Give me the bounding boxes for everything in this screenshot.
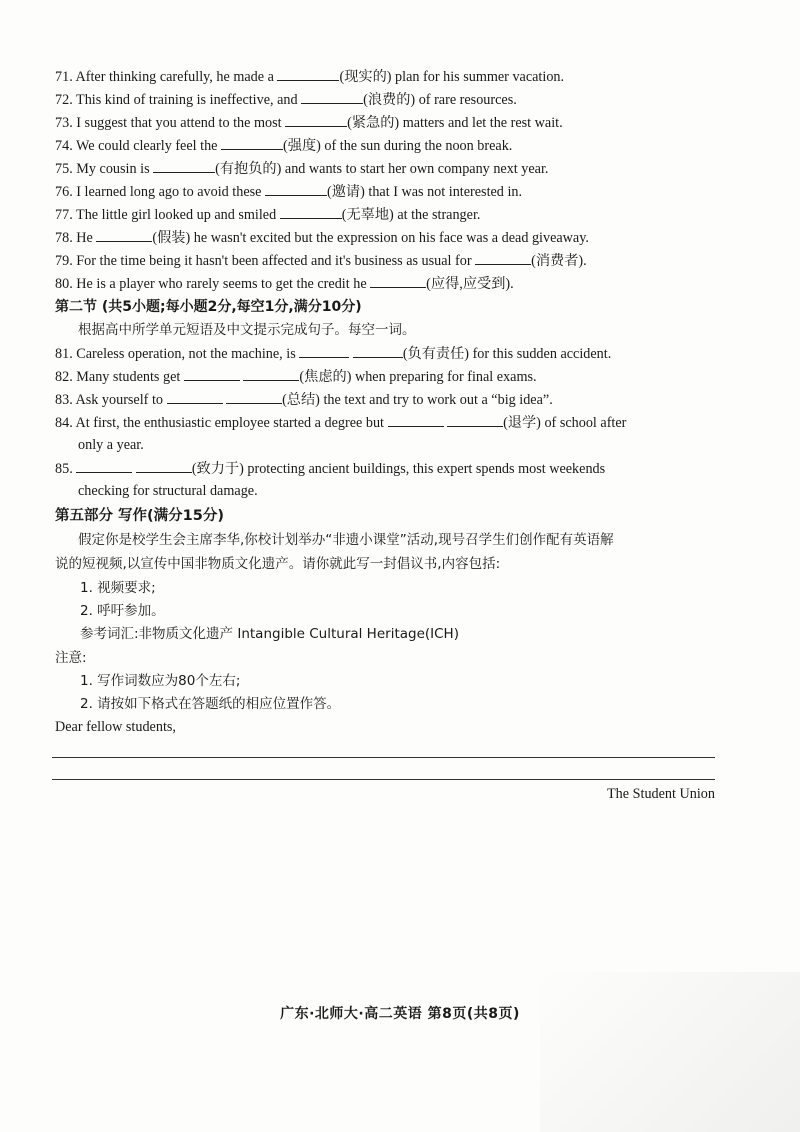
question-72: 72. This kind of training is ineffective, and (浪费的) of rare resources.	[55, 89, 720, 110]
question-76: 76. I learned long ago to avoid these (邀请) that I was not interested in.	[55, 181, 720, 202]
answer-blank[interactable]	[221, 135, 283, 150]
answer-blank[interactable]	[96, 227, 152, 242]
answer-blank[interactable]	[243, 366, 299, 381]
answer-blank[interactable]	[280, 204, 342, 219]
question-84-continued: only a year.	[78, 437, 144, 453]
note-1: 1. 写作词数应为80个左右;	[80, 673, 241, 689]
question-80: 80. He is a player who rarely seems to get the credit he (应得,应受到).	[55, 273, 720, 294]
prompt-line-2: 说的短视频,以宣传中国非物质文化遗产。请你就此写一封倡议书,内容包括:	[55, 556, 501, 572]
question-71: 71. After thinking carefully, he made a (现实的) plan for his summer vacation.	[55, 66, 720, 87]
letter-signature: The Student Union	[607, 786, 715, 802]
question-82: 82. Many students get (焦虑的) when preparing for final exams.	[55, 366, 720, 387]
answer-blank[interactable]	[136, 458, 192, 473]
answer-blank[interactable]	[353, 343, 403, 358]
scan-shadow	[540, 972, 800, 1132]
answer-blank[interactable]	[447, 412, 503, 427]
writing-line[interactable]	[52, 757, 715, 758]
answer-blank[interactable]	[167, 389, 223, 404]
content-point-2: 2. 呼吁参加。	[80, 603, 165, 619]
answer-blank[interactable]	[76, 458, 132, 473]
question-75: 75. My cousin is (有抱负的) and wants to start her own company next year.	[55, 158, 720, 179]
question-85: 85. (致力于) protecting ancient buildings, this expert spends most weekends	[55, 458, 720, 479]
answer-blank[interactable]	[265, 181, 327, 196]
content-point-1: 1. 视频要求;	[80, 580, 156, 596]
question-77: 77. The little girl looked up and smiled (无辜地) at the stranger.	[55, 204, 720, 225]
answer-blank[interactable]	[153, 158, 215, 173]
answer-blank[interactable]	[388, 412, 444, 427]
part5-heading: 第五部分 写作(满分15分)	[55, 508, 224, 524]
answer-blank[interactable]	[370, 273, 426, 288]
answer-blank[interactable]	[301, 89, 363, 104]
notes-title: 注意:	[55, 650, 87, 666]
answer-blank[interactable]	[285, 112, 347, 127]
reference-vocabulary: 参考词汇:非物质文化遗产 Intangible Cultural Heritage(ICH)	[80, 626, 459, 642]
writing-line[interactable]	[52, 779, 715, 780]
page-footer: 广东·北师大·高二英语 第8页(共8页)	[280, 1006, 520, 1022]
question-79: 79. For the time being it hasn't been affected and it's business as usual for (消费者).	[55, 250, 720, 271]
question-81: 81. Careless operation, not the machine, is (负有责任) for this sudden accident.	[55, 343, 720, 364]
question-74: 74. We could clearly feel the (强度) of the sun during the noon break.	[55, 135, 720, 156]
letter-greeting: Dear fellow students,	[55, 719, 176, 735]
answer-blank[interactable]	[226, 389, 282, 404]
answer-blank[interactable]	[299, 343, 349, 358]
answer-blank[interactable]	[475, 250, 531, 265]
question-83: 83. Ask yourself to (总结) the text and try to work out a “big idea”.	[55, 389, 720, 410]
answer-blank[interactable]	[184, 366, 240, 381]
answer-blank[interactable]	[277, 66, 339, 81]
question-73: 73. I suggest that you attend to the most (紧急的) matters and let the rest wait.	[55, 112, 720, 133]
question-78: 78. He (假装) he wasn't excited but the expression on his face was a dead giveaway.	[55, 227, 720, 248]
question-85-continued: checking for structural damage.	[78, 483, 258, 499]
question-84: 84. At first, the enthusiastic employee started a degree but (退学) of school after	[55, 412, 720, 433]
section2-heading: 第二节 (共5小题;每小题2分,每空1分,满分10分)	[55, 299, 362, 315]
prompt-line-1: 假定你是校学生会主席李华,你校计划举办“非遗小课堂”活动,现号召学生们创作配有英语解	[78, 532, 614, 548]
section2-instruction: 根据高中所学单元短语及中文提示完成句子。每空一词。	[78, 322, 416, 338]
note-2: 2. 请按如下格式在答题纸的相应位置作答。	[80, 696, 341, 712]
